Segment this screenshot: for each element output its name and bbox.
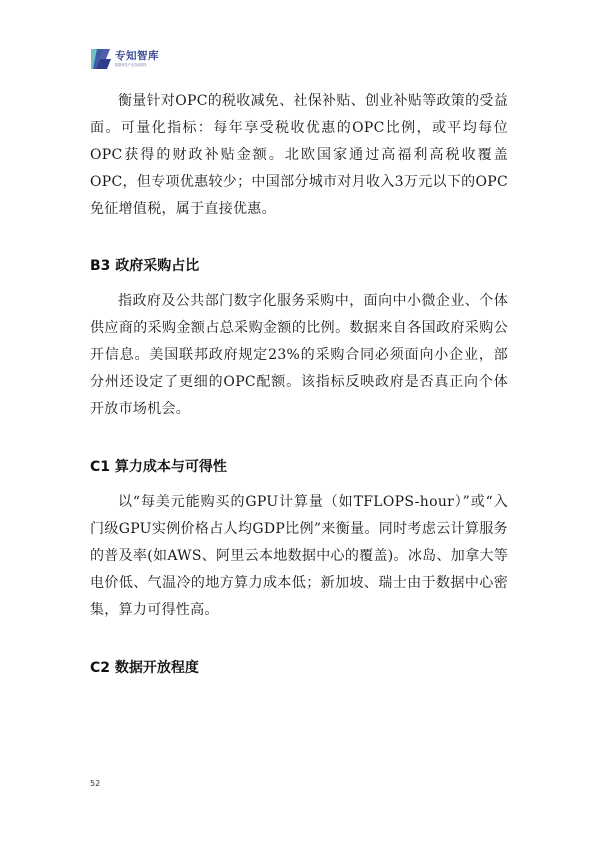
paragraph-tax-incentives: 衡量针对OPC的税收减免、社保补贴、创业补贴等政策的受益面。可量化指标：每年享受税收优惠的OPC比例，或平均每位OPC获得的财政补贴金额。北欧国家通过高福利高税收覆盖OPC，但专项优惠较少；中国部分城市对月收入3万元以下的OPC免征增值税，属于直接优惠。 <box>90 93 509 217</box>
paragraph-government-procurement: 指政府及公共部门数字化服务采购中，面向中小微企业、个体供应商的采购金额占总采购金额的比例。数据来自各国政府采购公开信息。美国联邦政府规定23%的采购合同必须面向小企业，部分州还设定了更细的OPC配额。该指标反映政府是否真正向个体开放市场机会。 <box>90 293 508 417</box>
document-body <box>90 88 508 678</box>
section-heading-b3: B3 政府采购占比 <box>90 258 200 274</box>
logo-mark-icon <box>90 47 112 71</box>
paragraph-compute-cost: 以“每美元能购买的GPU计算量（如TFLOPS-hour）”或“入门级GPU实例价格占人均GDP比例”来衡量。同时考虑云计算服务的普及率(如AWS、阿里云本地数据中心的覆盖)。冰岛、加拿大等电价低、气温冷的地方算力成本低；新加坡、瑞士由于数据中心密集，算力可得性高。 <box>90 494 508 618</box>
page-number: 52 <box>90 779 101 788</box>
section-heading-c1: C1 算力成本与可得性 <box>90 459 227 475</box>
logo-tagline: 数据科技产业智能服务 <box>115 62 147 67</box>
logo-name: 专知智库 <box>115 50 159 63</box>
section-heading-c2: C2 数据开放程度 <box>90 660 199 676</box>
brand-logo <box>90 46 159 72</box>
